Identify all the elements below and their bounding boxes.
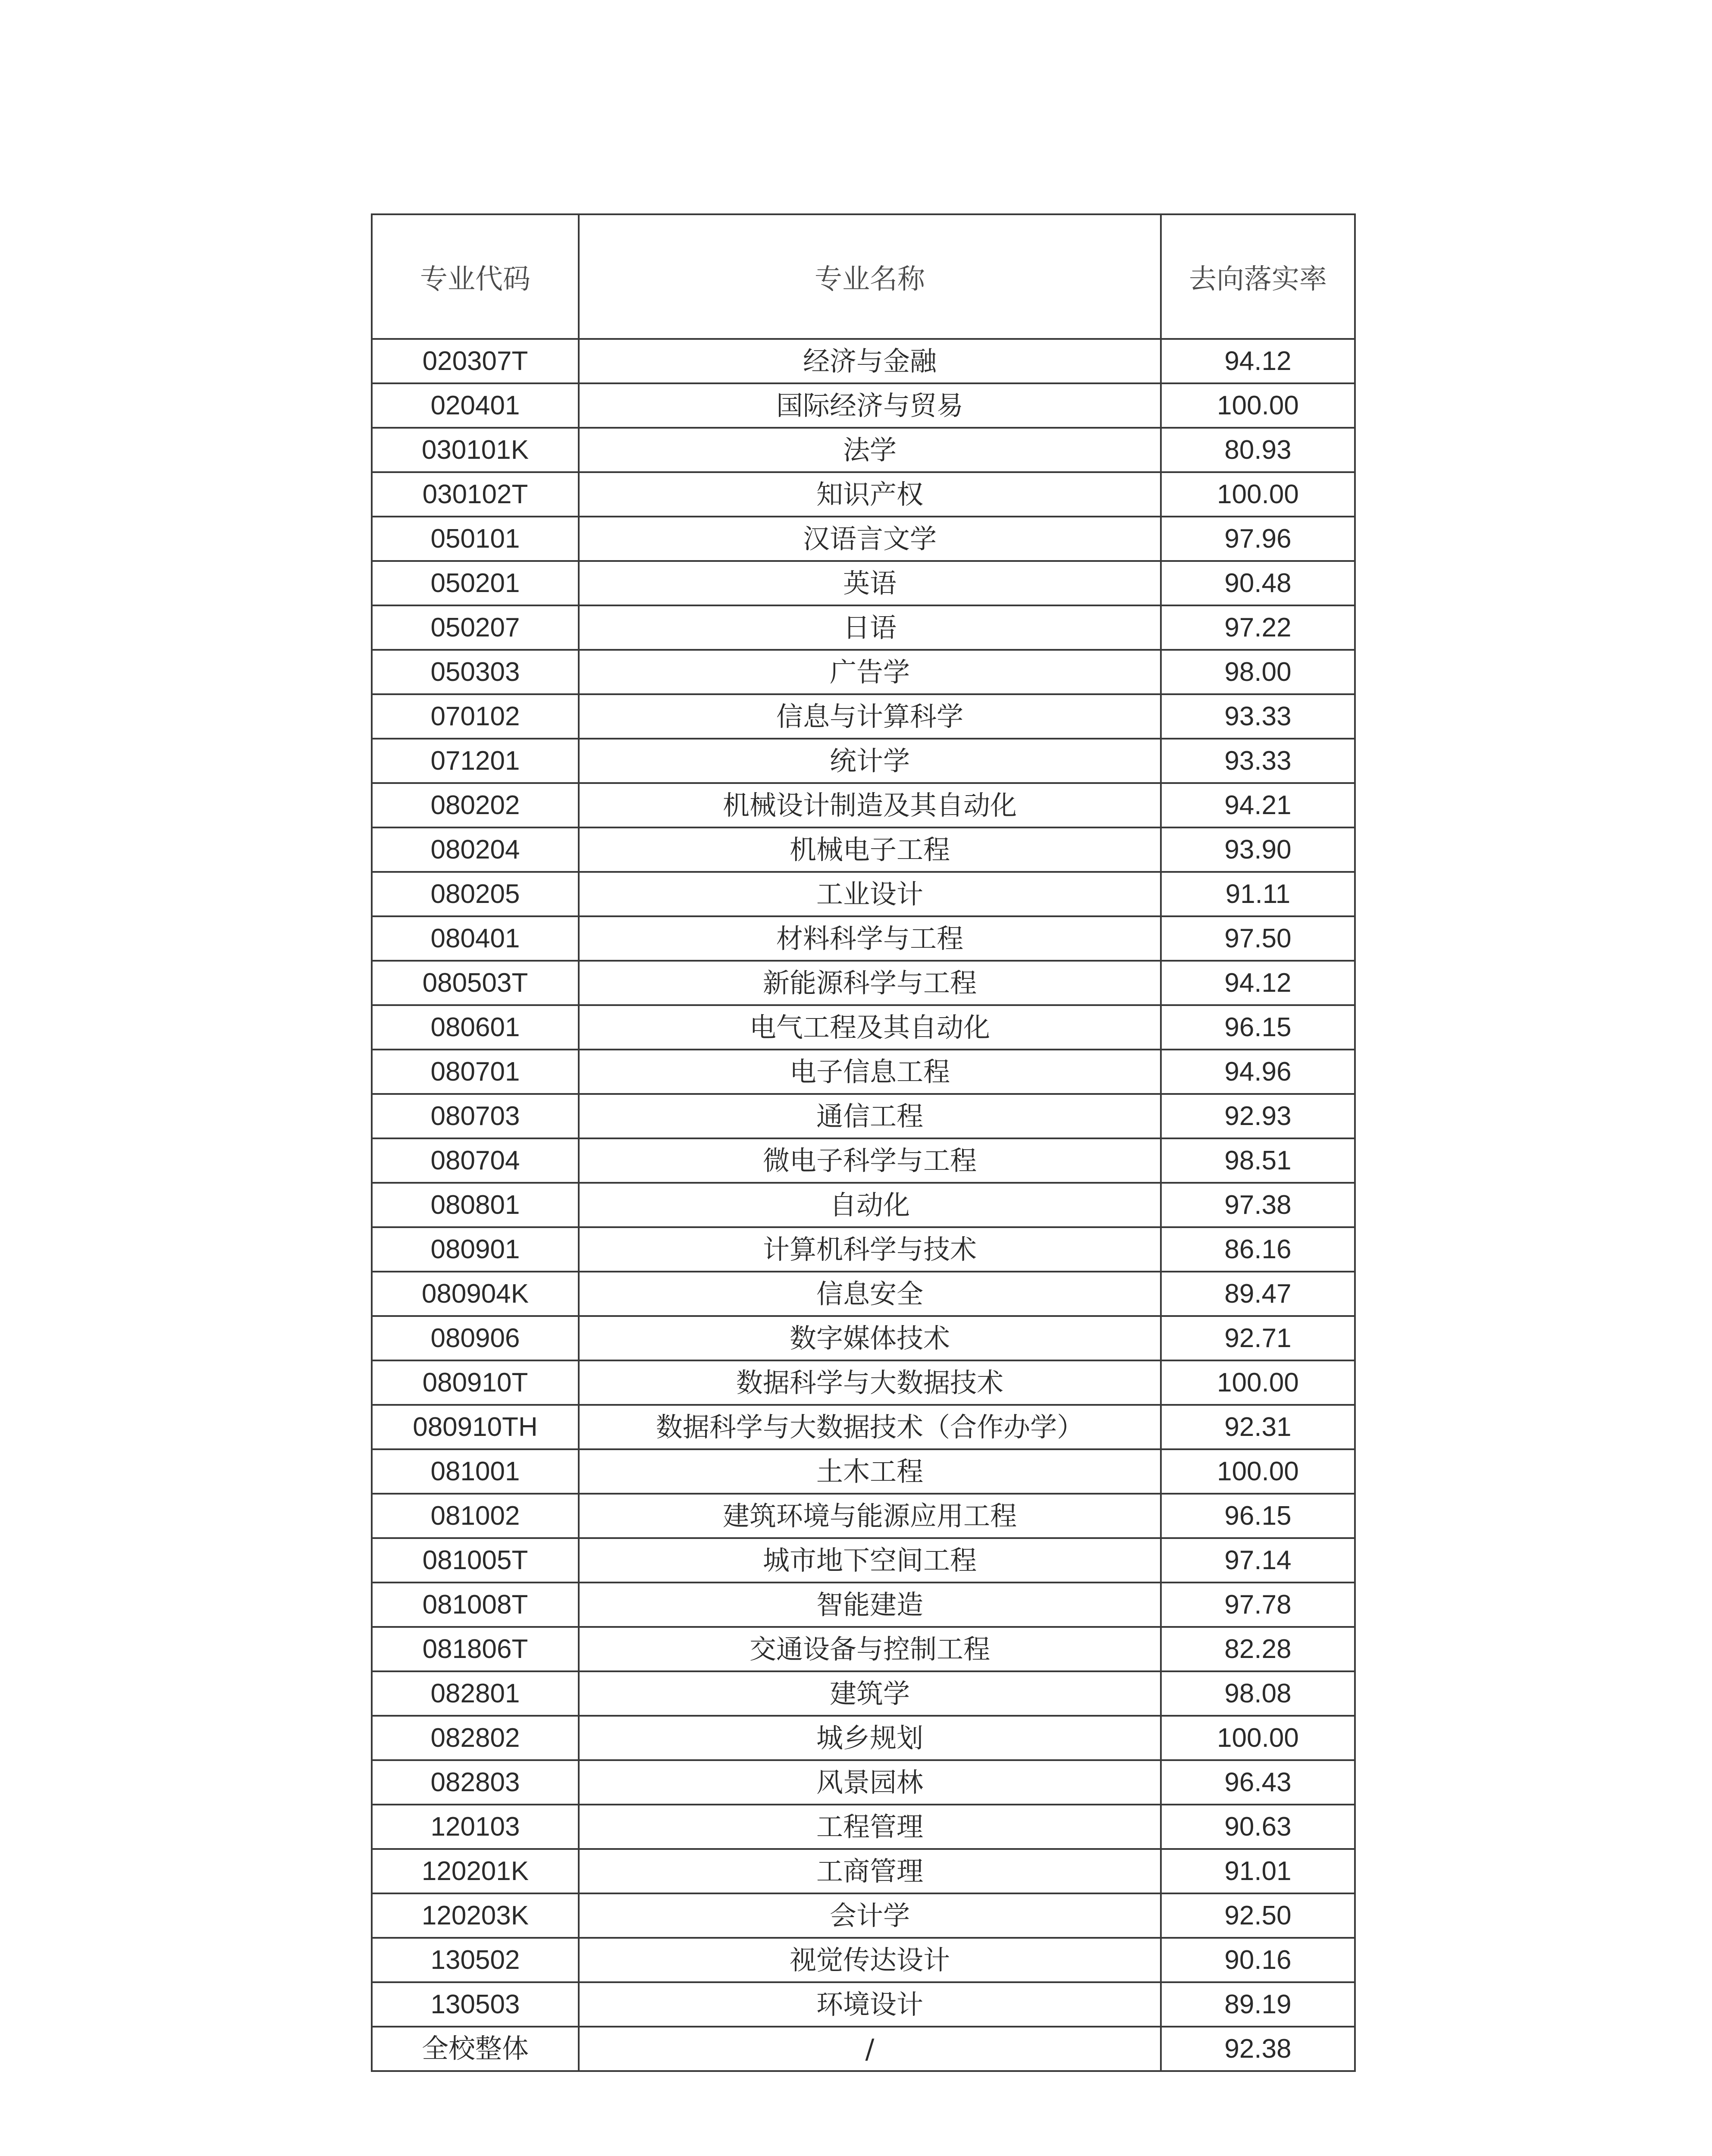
placement-rate-cell: 94.21 [1161,783,1355,827]
table-row [372,605,1355,650]
major-name-cell: 工业设计 [579,872,1161,916]
table-header-row [372,214,1355,339]
major-code-cell: 120201K [372,1849,579,1893]
table-row [372,1272,1355,1316]
table-row [372,1494,1355,1538]
table-row [372,1716,1355,1760]
major-name-cell: 环境设计 [579,1982,1161,2027]
major-name-cell: 国际经济与贸易 [579,383,1161,428]
table-row [372,694,1355,739]
employment-rate-table [371,213,1356,2072]
major-name-cell: / [579,2027,1161,2071]
major-code-cell: 082801 [372,1671,579,1716]
placement-rate-cell: 100.00 [1161,1449,1355,1494]
major-name-cell: 汉语言文学 [579,517,1161,561]
placement-rate-cell: 94.96 [1161,1050,1355,1094]
major-name-cell: 数据科学与大数据技术（合作办学） [579,1405,1161,1449]
major-name-cell: 数字媒体技术 [579,1316,1161,1360]
placement-rate-cell: 96.15 [1161,1494,1355,1538]
table-row [372,472,1355,517]
major-code-cell: 081002 [372,1494,579,1538]
major-name-cell: 新能源科学与工程 [579,961,1161,1005]
placement-rate-cell: 97.78 [1161,1583,1355,1627]
table-row [372,339,1355,383]
major-code-cell: 020401 [372,383,579,428]
placement-rate-cell: 89.19 [1161,1982,1355,2027]
table-row [372,428,1355,472]
placement-rate-cell: 100.00 [1161,383,1355,428]
placement-rate-cell: 97.50 [1161,916,1355,961]
major-name-cell: 会计学 [579,1893,1161,1938]
table-row [372,1227,1355,1272]
placement-rate-cell: 90.16 [1161,1938,1355,1982]
major-name-cell: 工程管理 [579,1805,1161,1849]
major-code-cell: 080904K [372,1272,579,1316]
major-name-cell: 日语 [579,605,1161,650]
placement-rate-cell: 93.33 [1161,694,1355,739]
major-name-cell: 城乡规划 [579,1716,1161,1760]
major-name-cell: 法学 [579,428,1161,472]
table-row [372,1938,1355,1982]
table-row [372,1138,1355,1183]
table-body [372,339,1355,2071]
major-code-cell: 081008T [372,1583,579,1627]
major-code-cell: 081806T [372,1627,579,1671]
placement-rate-cell: 92.38 [1161,2027,1355,2071]
table-row [372,1183,1355,1227]
major-code-cell: 120203K [372,1893,579,1938]
major-name-cell: 经济与金融 [579,339,1161,383]
placement-rate-cell: 97.38 [1161,1183,1355,1227]
header-major-name: 专业名称 [579,214,1161,339]
placement-rate-cell: 96.43 [1161,1760,1355,1805]
major-name-cell: 通信工程 [579,1094,1161,1138]
major-name-cell: 知识产权 [579,472,1161,517]
placement-rate-cell: 92.71 [1161,1316,1355,1360]
major-code-cell: 130502 [372,1938,579,1982]
placement-rate-cell: 90.63 [1161,1805,1355,1849]
table-row [372,1893,1355,1938]
placement-rate-cell: 97.22 [1161,605,1355,650]
table-row [372,916,1355,961]
major-code-cell: 081001 [372,1449,579,1494]
major-code-cell: 070102 [372,694,579,739]
major-code-cell: 080701 [372,1050,579,1094]
placement-rate-cell: 93.33 [1161,739,1355,783]
header-major-code: 专业代码 [372,214,579,339]
major-name-cell: 英语 [579,561,1161,605]
major-code-cell: 030101K [372,428,579,472]
major-code-cell: 071201 [372,739,579,783]
table-row [372,1849,1355,1893]
major-code-cell: 080401 [372,916,579,961]
table-row [372,961,1355,1005]
placement-rate-cell: 90.48 [1161,561,1355,605]
major-code-cell: 080910T [372,1360,579,1405]
placement-rate-cell: 93.90 [1161,827,1355,872]
table-row [372,1405,1355,1449]
placement-rate-cell: 100.00 [1161,1716,1355,1760]
placement-rate-cell: 98.00 [1161,650,1355,694]
major-code-cell: 080601 [372,1005,579,1050]
major-code-cell: 080910TH [372,1405,579,1449]
major-code-cell: 080703 [372,1094,579,1138]
table-row [372,1627,1355,1671]
major-name-cell: 机械电子工程 [579,827,1161,872]
major-code-cell: 030102T [372,472,579,517]
placement-rate-cell: 100.00 [1161,1360,1355,1405]
placement-rate-cell: 92.50 [1161,1893,1355,1938]
major-name-cell: 材料科学与工程 [579,916,1161,961]
major-name-cell: 计算机科学与技术 [579,1227,1161,1272]
table-row [372,2027,1355,2071]
major-code-cell: 080202 [372,783,579,827]
major-name-cell: 机械设计制造及其自动化 [579,783,1161,827]
placement-rate-cell: 89.47 [1161,1272,1355,1316]
major-code-cell: 082802 [372,1716,579,1760]
placement-rate-cell: 82.28 [1161,1627,1355,1671]
major-name-cell: 电气工程及其自动化 [579,1005,1161,1050]
major-name-cell: 信息安全 [579,1272,1161,1316]
major-name-cell: 风景园林 [579,1760,1161,1805]
major-name-cell: 土木工程 [579,1449,1161,1494]
major-code-cell: 080503T [372,961,579,1005]
table-row [372,517,1355,561]
major-name-cell: 数据科学与大数据技术 [579,1360,1161,1405]
major-code-cell: 050201 [372,561,579,605]
major-name-cell: 自动化 [579,1183,1161,1227]
table-row [372,783,1355,827]
table-row [372,872,1355,916]
placement-rate-cell: 91.01 [1161,1849,1355,1893]
major-code-cell: 080204 [372,827,579,872]
major-name-cell: 信息与计算科学 [579,694,1161,739]
placement-rate-cell: 92.31 [1161,1405,1355,1449]
major-name-cell: 交通设备与控制工程 [579,1627,1161,1671]
table-row [372,1360,1355,1405]
header-placement-rate: 去向落实率 [1161,214,1355,339]
major-name-cell: 工商管理 [579,1849,1161,1893]
placement-rate-cell: 92.93 [1161,1094,1355,1138]
placement-rate-cell: 94.12 [1161,339,1355,383]
major-name-cell: 统计学 [579,739,1161,783]
table-row [372,827,1355,872]
table-row [372,739,1355,783]
table-row [372,650,1355,694]
table-row [372,1671,1355,1716]
table-row [372,1449,1355,1494]
major-name-cell: 视觉传达设计 [579,1938,1161,1982]
major-code-cell: 080205 [372,872,579,916]
major-name-cell: 智能建造 [579,1583,1161,1627]
table-row [372,1050,1355,1094]
major-code-cell: 130503 [372,1982,579,2027]
table-row [372,1538,1355,1583]
major-code-cell: 050207 [372,605,579,650]
major-name-cell: 建筑环境与能源应用工程 [579,1494,1161,1538]
major-code-cell: 082803 [372,1760,579,1805]
major-code-cell: 080901 [372,1227,579,1272]
major-code-cell: 050101 [372,517,579,561]
major-code-cell: 081005T [372,1538,579,1583]
table-row [372,383,1355,428]
placement-rate-cell: 86.16 [1161,1227,1355,1272]
placement-rate-cell: 100.00 [1161,472,1355,517]
major-code-cell: 020307T [372,339,579,383]
table-row [372,1005,1355,1050]
table-row [372,1805,1355,1849]
placement-rate-cell: 97.96 [1161,517,1355,561]
major-name-cell: 电子信息工程 [579,1050,1161,1094]
major-code-cell: 080704 [372,1138,579,1183]
placement-rate-cell: 98.51 [1161,1138,1355,1183]
major-name-cell: 建筑学 [579,1671,1161,1716]
table-row [372,1094,1355,1138]
major-name-cell: 城市地下空间工程 [579,1538,1161,1583]
table-row [372,561,1355,605]
placement-rate-cell: 80.93 [1161,428,1355,472]
major-code-cell: 120103 [372,1805,579,1849]
major-name-cell: 广告学 [579,650,1161,694]
major-code-cell: 080906 [372,1316,579,1360]
table-row [372,1583,1355,1627]
table-row [372,1316,1355,1360]
placement-rate-cell: 97.14 [1161,1538,1355,1583]
placement-rate-cell: 96.15 [1161,1005,1355,1050]
major-name-cell: 微电子科学与工程 [579,1138,1161,1183]
placement-rate-cell: 98.08 [1161,1671,1355,1716]
table-row [372,1760,1355,1805]
table-row [372,1982,1355,2027]
placement-rate-cell: 94.12 [1161,961,1355,1005]
placement-rate-cell: 91.11 [1161,872,1355,916]
major-code-cell: 050303 [372,650,579,694]
major-code-cell: 080801 [372,1183,579,1227]
major-code-cell: 全校整体 [372,2027,579,2071]
